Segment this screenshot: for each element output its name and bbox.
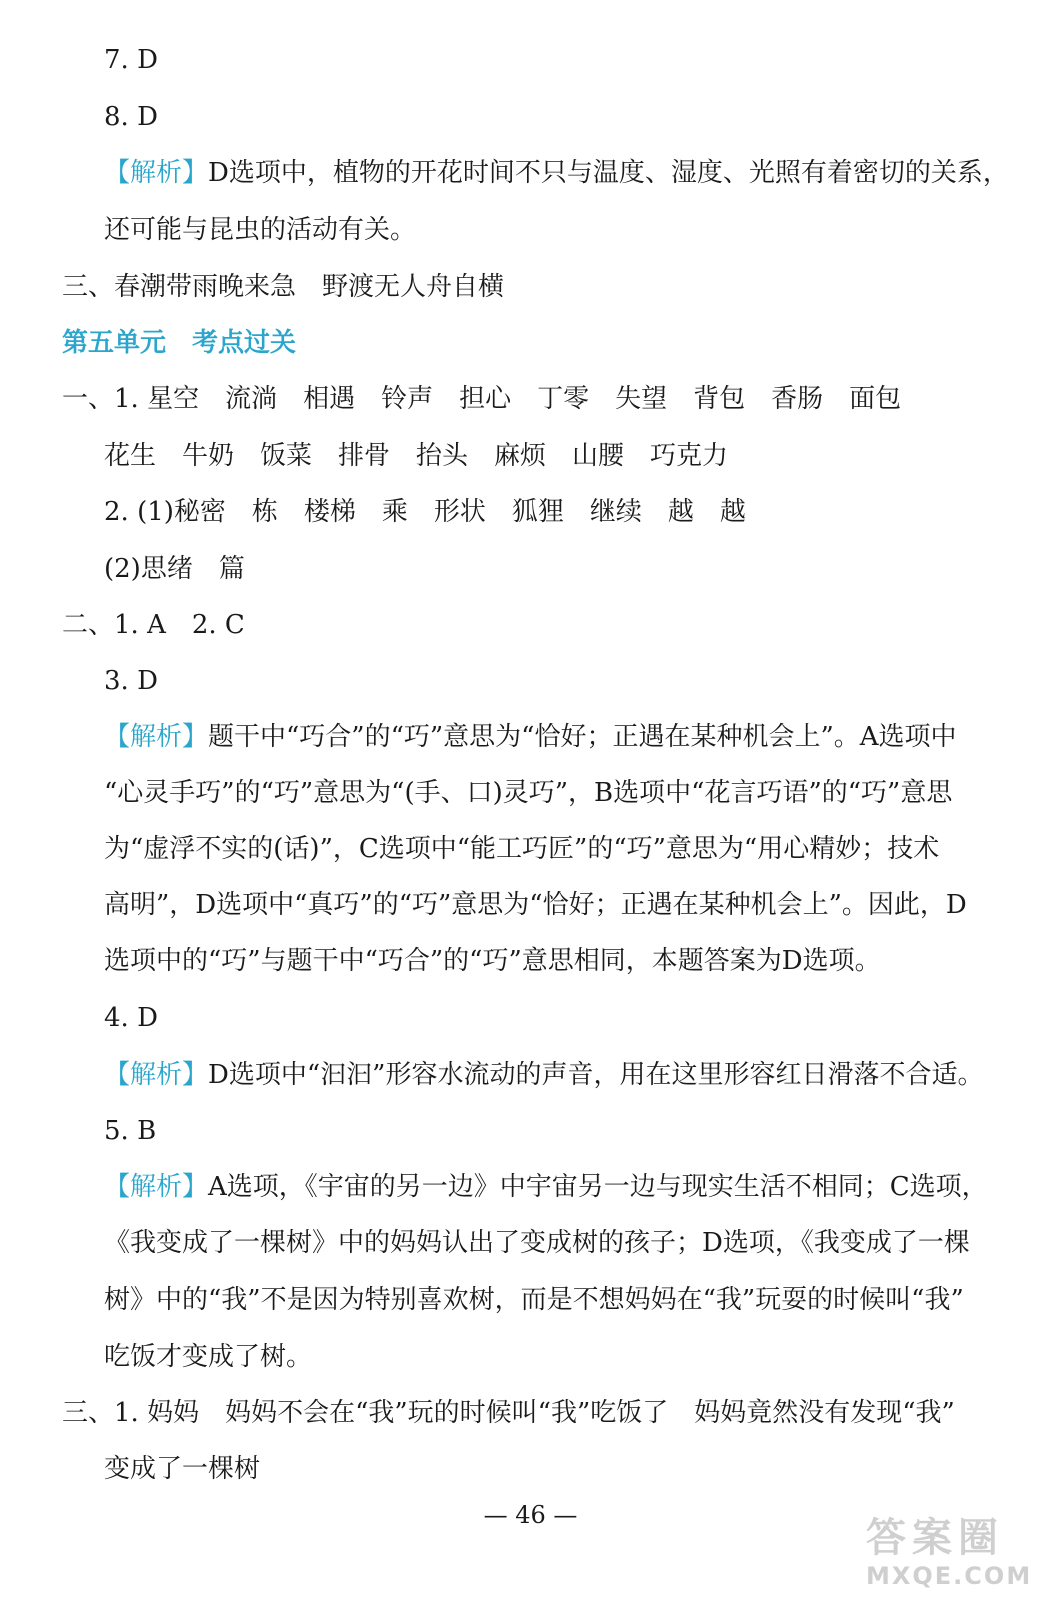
answer-7: 7. D <box>104 45 158 75</box>
section-2-answers: 二、1. A 2. C <box>62 610 245 640</box>
analysis-8-line-2: 还可能与昆虫的活动有关。 <box>104 215 417 245</box>
answer-5: 5. B <box>104 1116 157 1146</box>
section-1-item-2-2: (2)思绪 篇 <box>104 554 245 584</box>
answer-3: 3. D <box>104 666 158 696</box>
watermark-bottom: MXQE.COM <box>866 1562 1033 1590</box>
section-1-words-1: 一、1. 星空 流淌 相遇 铃声 担心 丁零 失望 背包 香肠 面包 <box>62 384 902 414</box>
analysis-3-line-5: 选项中的“巧”与题干中“巧合”的“巧”意思相同，本题答案为D选项。 <box>104 946 881 976</box>
analysis-4: 【解析】D选项中“汩汩”形容水流动的声音，用在这里形容红日滑落不合适。 <box>104 1060 984 1090</box>
analysis-label: 【解析】 <box>104 1060 209 1090</box>
watermark-top: 答案圈 <box>866 1515 1004 1561</box>
analysis-label: 【解析】 <box>104 158 209 188</box>
watermark-logo <box>866 1514 1046 1592</box>
section-1-words-2: 花生 牛奶 饭菜 排骨 抬头 麻烦 山腰 巧克力 <box>104 441 729 471</box>
analysis-3-line-1: 【解析】题干中“巧合”的“巧”意思为“恰好；正遇在某种机会上”。A选项中 <box>104 722 957 752</box>
analysis-label: 【解析】 <box>104 722 209 752</box>
analysis-3-line-2: “心灵手巧”的“巧”意思为“(手、口)灵巧”，B选项中“花言巧语”的“巧”意思 <box>104 778 953 808</box>
analysis-label: 【解析】 <box>104 1172 209 1202</box>
section-3-answer: 三、春潮带雨晚来急 野渡无人舟自横 <box>62 272 505 302</box>
page-number: — 46 — <box>483 1501 578 1529</box>
answer-4: 4. D <box>104 1003 158 1033</box>
section-1-item-2-1: 2. (1)秘密 栋 楼梯 乘 形状 狐狸 继续 越 越 <box>104 497 746 527</box>
section-3-item-1-cont: 变成了一棵树 <box>104 1454 261 1484</box>
analysis-3-line-4: 高明”，D选项中“真巧”的“巧”意思为“恰好；正遇在某种机会上”。因此，D <box>104 890 967 920</box>
answer-8: 8. D <box>104 102 158 132</box>
analysis-5-line-1: 【解析】A选项，《宇宙的另一边》中宇宙另一边与现实生活不相同；C选项， <box>104 1172 988 1202</box>
analysis-3-line-3: 为“虚浮不实的(话)”，C选项中“能工巧匠”的“巧”意思为“用心精妙；技术 <box>104 834 940 864</box>
analysis-5-line-4: 吃饭才变成了树。 <box>104 1342 313 1372</box>
section-3-item-1: 三、1. 妈妈 妈妈不会在“我”玩的时候叫“我”吃饭了 妈妈竟然没有发现“我” <box>62 1398 955 1428</box>
analysis-5-line-2: 《我变成了一棵树》中的妈妈认出了变成树的孩子；D选项，《我变成了一棵 <box>104 1228 970 1258</box>
analysis-5-line-3: 树》中的“我”不是因为特别喜欢树，而是不想妈妈在“我”玩耍的时候叫“我” <box>104 1285 964 1315</box>
unit-heading: 第五单元 考点过关 <box>62 328 297 358</box>
analysis-8-line-1: 【解析】D选项中，植物的开花时间不只与温度、湿度、光照有着密切的关系， <box>104 158 1009 188</box>
